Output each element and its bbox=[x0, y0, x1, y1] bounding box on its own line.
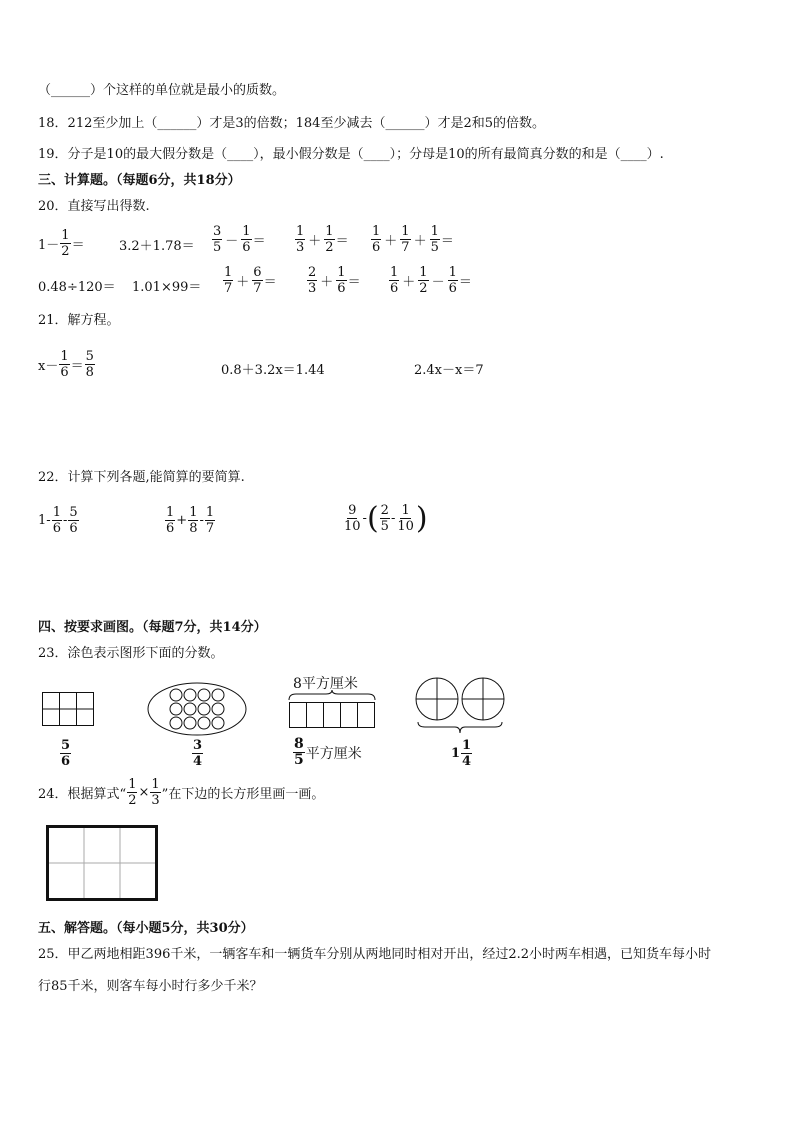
drawing-rectangle[interactable] bbox=[46, 825, 158, 901]
grid-rectangle-figure bbox=[42, 692, 94, 726]
fig3-area-label: 8平方厘米 bbox=[293, 676, 358, 692]
question-21: 21．解方程。 bbox=[38, 313, 120, 328]
line-17-tail: （______）个这样的单位就是最小的质数。 bbox=[38, 83, 286, 98]
q21-equation-3: 2.4x－x＝7 bbox=[414, 363, 484, 378]
q20-expr-5: $\frac{1}{6}$ ＋ $\frac{1}{7}$ ＋ $\frac{1}{5}$ ＝ bbox=[372, 224, 454, 255]
question-18: 18．212至少加上（______）才是3的倍数；184至少减去（______）才是2和5的倍数。 bbox=[38, 116, 545, 131]
q20-expr-10: $\frac{1}{6}$ ＋ $\frac{1}{2}$ － $\frac{1}{6}$ ＝ bbox=[390, 265, 472, 296]
quartered-circles-figure bbox=[415, 677, 507, 737]
q22-expr-1: 1 - $\frac{1}{6}$ - $\frac{5}{6}$ bbox=[38, 505, 78, 536]
fig4-mixed-number: 1 $\frac{1}{4}$ bbox=[451, 738, 472, 769]
question-24: 24．根据算式“ $\frac{1}{2}$ × $\frac{1}{3}$ ”在下边的长方形里画一画。 bbox=[38, 777, 325, 808]
question-25-line-2: 行85千米，则客车每小时行多少千米？ bbox=[38, 979, 263, 994]
fig3-fraction: $\frac{8}{5}$ 平方厘米 bbox=[294, 736, 362, 768]
q20-expr-4: $\frac{1}{3}$ ＋ $\frac{1}{2}$ ＝ bbox=[296, 224, 349, 255]
q21-equation-1: x－ $\frac{1}{6}$ ＝ $\frac{5}{8}$ bbox=[38, 349, 94, 380]
section-5-title: 五、解答题。（每小题5分，共30分） bbox=[38, 921, 254, 936]
q20-expr-6: 0.48÷120＝ bbox=[38, 280, 116, 295]
section-3-title: 三、计算题。（每题6分，共18分） bbox=[38, 173, 241, 188]
question-25-line-1: 25．甲乙两地相距396千米，一辆客车和一辆货车分别从两地同时相对开出，经过2.2小时两车相遇，已知货车每小时 bbox=[38, 947, 712, 962]
ellipse-circles-figure bbox=[147, 682, 247, 736]
question-23: 23．涂色表示图形下面的分数。 bbox=[38, 646, 224, 661]
section-4-title: 四、按要求画图。（每题7分，共14分） bbox=[38, 620, 267, 635]
fig2-fraction: $\frac{3}{4}$ bbox=[193, 738, 203, 769]
q20-expr-7: 1.01×99＝ bbox=[132, 280, 202, 295]
fig1-fraction: $\frac{5}{6}$ bbox=[61, 738, 71, 769]
q20-expr-1: 1－ $\frac{1}{2}$ ＝ bbox=[38, 228, 85, 259]
question-22: 22．计算下列各题,能简算的要简算. bbox=[38, 470, 245, 485]
q20-expr-2: 3.2＋1.78＝ bbox=[119, 239, 195, 254]
q20-expr-3: $\frac{3}{5}$ － $\frac{1}{6}$ ＝ bbox=[213, 224, 266, 255]
q21-equation-2: 0.8＋3.2x＝1.44 bbox=[221, 363, 325, 378]
question-20: 20．直接写出得数. bbox=[38, 199, 150, 214]
q20-expr-8: $\frac{1}{7}$ ＋ $\frac{6}{7}$ ＝ bbox=[224, 265, 277, 296]
q22-expr-3: $\frac{9}{10}$ - ( $\frac{2}{5}$ - $\frac{1}{10}$ ) bbox=[344, 500, 428, 536]
bar-segments-figure bbox=[288, 690, 376, 730]
q22-expr-2: $\frac{1}{6}$ + $\frac{1}{8}$ - $\frac{1}{7}$ bbox=[166, 505, 215, 536]
q20-expr-9: $\frac{2}{3}$ ＋ $\frac{1}{6}$ ＝ bbox=[308, 265, 361, 296]
question-19: 19．分子是10的最大假分数是（____），最小假分数是（____）；分母是10的所有最简真分数的和是（____）. bbox=[38, 147, 664, 162]
